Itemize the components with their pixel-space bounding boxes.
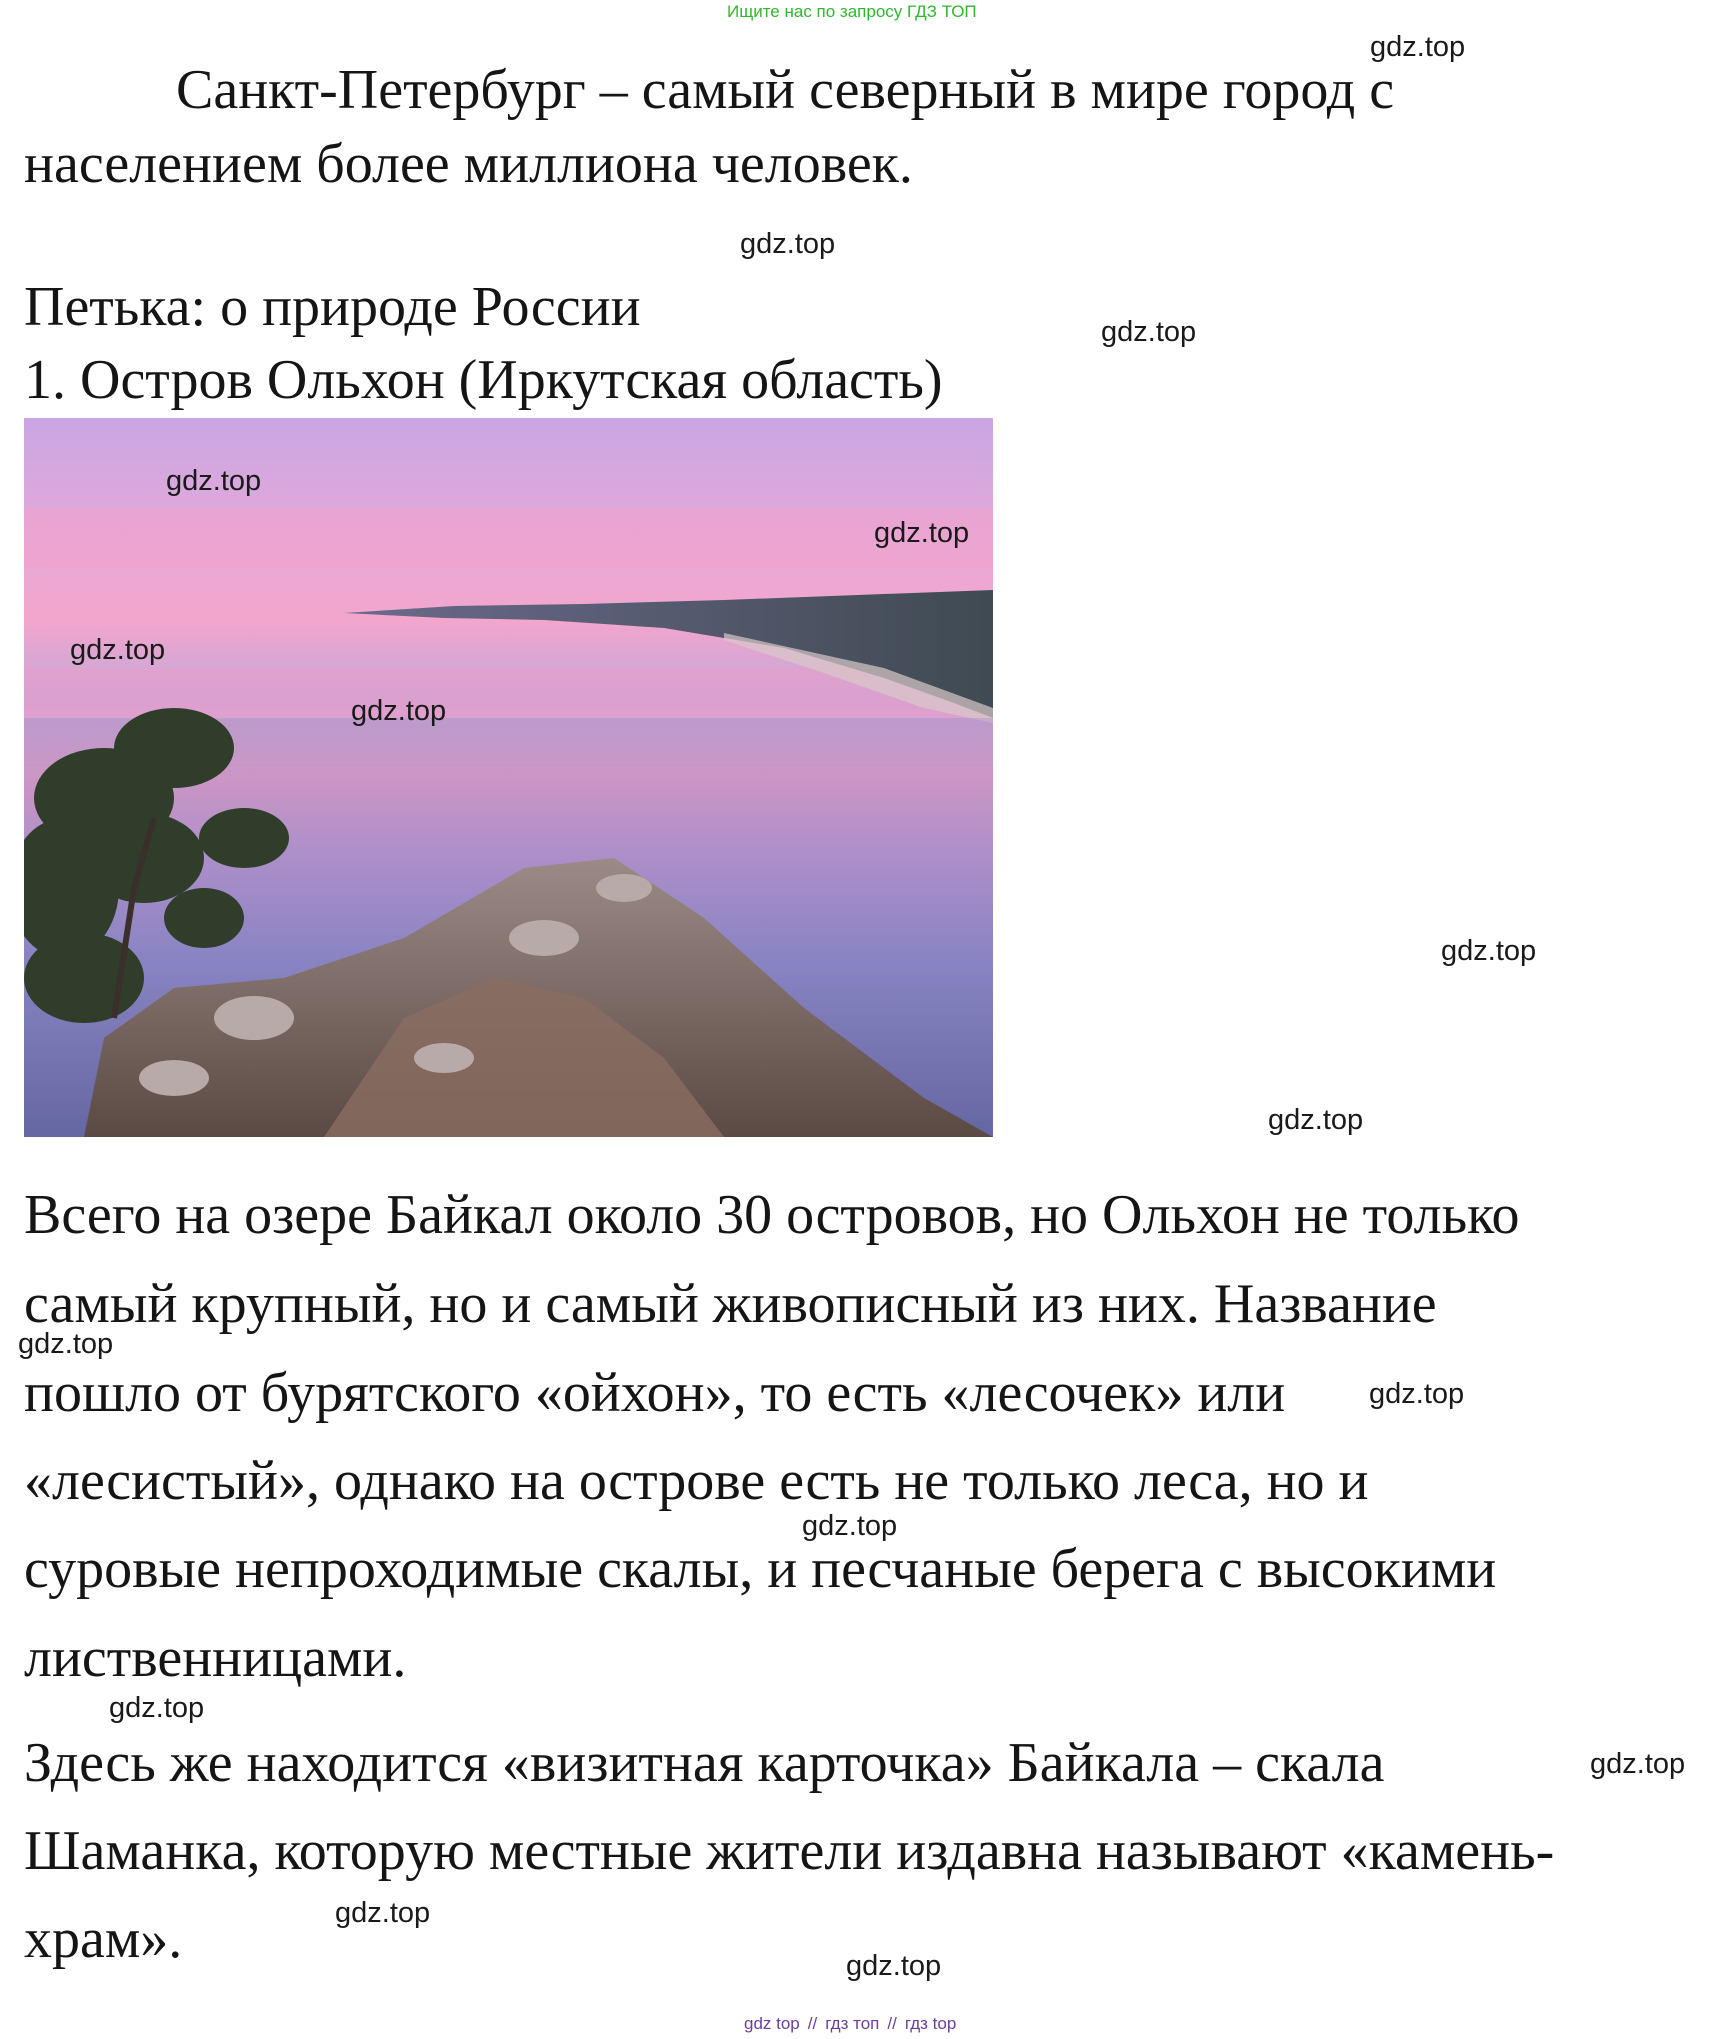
olkhon-island-photo (24, 418, 993, 1137)
search-hint-banner[interactable]: Ищите нас по запросу ГДЗ ТОП (727, 2, 977, 21)
intro-line-1: Санкт-Петербург – самый северный в мире город с (176, 59, 1395, 121)
paragraph1-line-6: лиственницами. (24, 1627, 407, 1689)
watermark: gdz.top (846, 1950, 942, 1982)
footer-separator: // (887, 2014, 897, 2033)
watermark: gdz.top (335, 1897, 431, 1929)
watermark: gdz.top (1370, 31, 1466, 63)
watermark: gdz.top (1590, 1748, 1686, 1780)
watermark: gdz.top (1441, 935, 1537, 967)
footer-link-gdz-top-mixed[interactable]: гдз top (904, 2014, 957, 2033)
item-title: 1. Остров Ольхон (Иркутская область) (24, 349, 943, 411)
footer-separator: // (807, 2014, 818, 2033)
paragraph2-line-3: храм». (24, 1908, 183, 1970)
watermark: gdz.top (351, 695, 447, 727)
watermark: gdz.top (166, 465, 262, 497)
watermark: gdz.top (1101, 316, 1197, 348)
watermark: gdz.top (802, 1510, 898, 1542)
footer-link-gdz-top-ru[interactable]: гдз топ (825, 2014, 880, 2033)
watermark: gdz.top (740, 228, 836, 260)
watermark: gdz.top (109, 1692, 205, 1724)
watermark: gdz.top (1369, 1378, 1465, 1410)
paragraph2-line-1: Здесь же находится «визитная карточка» Байкала – скала (24, 1732, 1385, 1794)
paragraph1-line-5: суровые непроходимые скалы, и песчаные берега с высокими (24, 1538, 1497, 1600)
watermark: gdz.top (70, 634, 166, 666)
watermark: gdz.top (18, 1328, 114, 1360)
watermark: gdz.top (874, 517, 970, 549)
section-title: Петька: о природе России (24, 276, 641, 338)
paragraph1-line-2: самый крупный, но и самый живописный из них. Название (24, 1273, 1437, 1335)
watermark: gdz.top (1268, 1104, 1364, 1136)
footer-link-gdz-top[interactable]: gdz top (744, 2014, 800, 2033)
footer-links (744, 2015, 956, 2032)
paragraph1-line-3: пошло от бурятского «ойхон», то есть «лесочек» или (24, 1362, 1286, 1424)
paragraph2-line-2: Шаманка, которую местные жители издавна называют «камень- (24, 1820, 1555, 1882)
paragraph1-line-1: Всего на озере Байкал около 30 островов, но Ольхон не только (24, 1184, 1520, 1246)
paragraph1-line-4: «лесистый», однако на острове есть не только леса, но и (24, 1450, 1369, 1512)
intro-line-2: населением более миллиона человек. (24, 133, 913, 195)
